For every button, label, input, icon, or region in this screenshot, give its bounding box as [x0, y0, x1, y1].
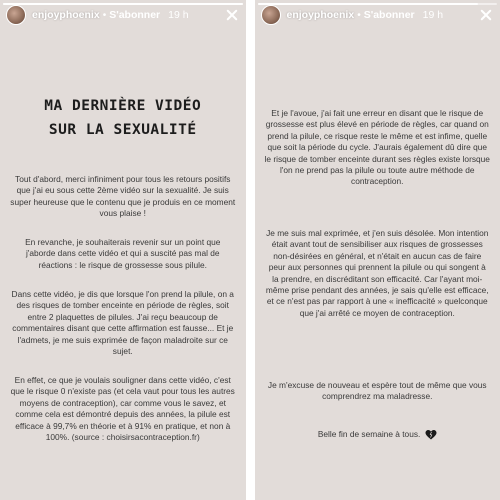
paragraph-3: Je m'excuse de nouveau et espère tout de même que vous comprendrez ma maladresse.	[267, 380, 487, 402]
closing-text: Belle fin de semaine à tous.	[317, 429, 421, 440]
title-line-2: SUR LA SEXUALITÉ	[48, 122, 197, 138]
story-content	[255, 0, 500, 500]
story-title	[20, 94, 226, 142]
paragraph-3: Dans cette vidéo, je dis que lorsque l'on prend la pilule, on a des risques de tomber enceinte en période de règles, soit entre 2 plaquettes de pilules. J'ai reçu beaucoup de commentaires disant que cette affirmation est fausse... Et je l'admets, je me suis exprimée de façon maladroite sur ce sujet.	[11, 289, 234, 357]
title-line-1: MA DERNIÈRE VIDÉO	[44, 98, 202, 114]
story-panel-2[interactable]	[255, 0, 500, 500]
timestamp: 19 h	[422, 9, 444, 21]
paragraph-2: En revanche, je souhaiterais revenir sur un point que j'aborde dans cette vidéo et qui a suscité pas mal de réactions : le risque de grossesse sous pilule.	[25, 237, 221, 270]
subscribe-button[interactable]: S'abonner	[363, 9, 415, 21]
username[interactable]: enjoyphoenix	[32, 9, 100, 21]
paragraph-4: En effet, ce que je voulais souligner dans cette vidéo, c'est que le risque 0 n'existe pas (et cela vaut pour tous les autres moyens de contraception), car comme vous le savez, et comme cela est démontré depuis des années, la pilule est efficace à 99,7% en théorie et à 91% en pratique, et non à 100%. (source : choisirsacontraception.fr)	[10, 375, 235, 443]
paragraph-1: Tout d'abord, merci infiniment pour tous les retours positifs que j'ai eu sous cette 2ème vidéo sur la sexualité. Je suis super heureuse que le contenu que je produis en ce moment vous plaise !	[10, 174, 236, 219]
story-panel-1[interactable]	[0, 0, 246, 500]
separator-dot: •	[357, 9, 361, 21]
paragraph-1: Et je l'avoue, j'ai fait une erreur en disant que le risque de grossesse est plus élevé en période de règles, car quand on prend la pilule, ce risque reste le même et est infime, quelle que soit la période du cycle. J'aurais également dû dire que le risque de tomber enceinte durant ses règles existe lorsque l'on ne prend pas la pilule ou toute autre méthode de contraception.	[264, 108, 490, 187]
subscribe-button[interactable]: S'abonner	[109, 9, 161, 21]
username[interactable]: enjoyphoenix	[286, 9, 355, 21]
paragraph-2: Je me suis mal exprimée, et j'en suis désolée. Mon intention était avant tout de sensibiliser aux risques de grossesses non-désirées en général, et n'était en aucun cas de faire peur aux personnes qui prennent la pilule ou qui songent à la prendre, en discréditant son efficacité. Car l'ayant moi-même prise pendant des années, je sais qu'elle est efficace, et ce n'est pas par rapport à une « inefficacité » quelconque que j'ai arrêté ce moyen de contraception.	[265, 228, 489, 318]
heart-icon	[425, 429, 437, 441]
story-content	[0, 0, 246, 500]
separator-dot: •	[102, 9, 107, 21]
closing-line	[265, 429, 491, 441]
timestamp: 19 h	[168, 9, 189, 21]
